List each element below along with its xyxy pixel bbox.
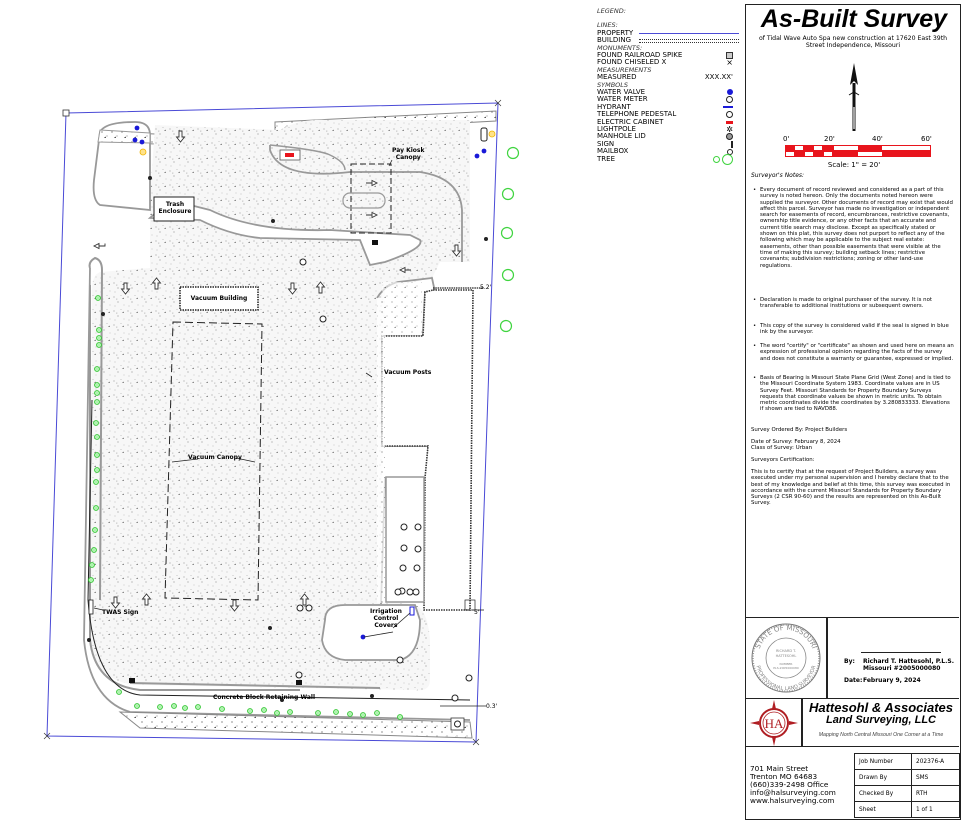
legend-section-measurements: MEASUREMENTS bbox=[597, 65, 652, 74]
property-line-icon bbox=[639, 30, 739, 37]
signature-line bbox=[861, 652, 941, 653]
label-vacuum-posts: Vacuum Posts bbox=[384, 369, 432, 376]
dimension-top: 5.2' bbox=[480, 284, 492, 291]
scale-tick-20: 20' bbox=[824, 135, 835, 143]
surveyor-name: Richard T. Hattesohl, P.L.S. bbox=[863, 658, 954, 665]
telephone-pedestal-icon bbox=[726, 111, 733, 118]
certification-text: This is to certify that at the request of Project Builders, a survey was executed under my personal supervision and I hereby declare that to the best of my knowledge and belief at this time, this survey was executed in accordance with the current Missouri Standards for Property Boundary Surveys (2 CSR 90-60) and the results are represented on this As-Built Survey. bbox=[751, 469, 951, 507]
svg-text:PLS-2005000080: PLS-2005000080 bbox=[773, 666, 799, 670]
table-row: Job Number 202376-A bbox=[855, 754, 960, 770]
surveyor-seal bbox=[750, 622, 822, 694]
hydrant-icon bbox=[723, 104, 733, 111]
label-vacuum-building: Vacuum Building bbox=[190, 295, 248, 302]
scale-text: Scale: 1" = 20' bbox=[827, 161, 881, 169]
certification-heading: Surveyors Certification: bbox=[751, 457, 815, 463]
job-info-table bbox=[854, 753, 960, 818]
svg-text:NUMBER: NUMBER bbox=[779, 662, 793, 666]
class-of-survey: Class of Survey: Urban bbox=[751, 445, 812, 451]
legend-item-telephone-pedestal: TELEPHONE PEDESTAL bbox=[597, 111, 739, 118]
note-4: • The word "certify" or "certificate" as shown and used here on means an expression of professional opinion regarding the facts of the survey and does not constitute a warranty or guarantee, expressed or implied. bbox=[760, 343, 954, 362]
company-website: www.halsurveying.com bbox=[750, 796, 835, 805]
company-email: info@halsurveying.com bbox=[750, 788, 836, 797]
legend-item-property: PROPERTY bbox=[597, 30, 739, 37]
company-subname: Land Surveying, LLC bbox=[825, 714, 936, 726]
company-logo-icon bbox=[748, 700, 800, 746]
table-row: Drawn By SMS bbox=[855, 770, 960, 786]
legend-item-mailbox: MAILBOX bbox=[597, 148, 739, 155]
legend-item-lightpole: LIGHTPOLE ✲ bbox=[597, 124, 733, 134]
title-block bbox=[745, 4, 961, 820]
note-5: • Basis of Bearing is Missouri State Plane Grid (West Zone) and is tied to the Missouri Coordinate System 1983. Coordinate values are in US Survey Feet. Missouri Standards for Property Boundary Surveys requests that coordinate values be shown in metric units. To obtain metric coordinates divide the coordinates by 3.280833333. Elevations if shown are tied to NAVD88. bbox=[760, 375, 954, 413]
water-valve-icon bbox=[727, 89, 733, 96]
seal-signature-row bbox=[746, 617, 959, 699]
legend-section-monuments: MONUMENTS: bbox=[597, 43, 643, 52]
note-3: • This copy of the survey is considered valid if the seal is signed in blue ink by the surveyor. bbox=[760, 323, 954, 336]
legend-item-electric-cabinet: ELECTRIC CABINET bbox=[597, 119, 739, 126]
label-irrigation-control-covers: Irrigation Control Covers bbox=[370, 608, 402, 629]
by-label: By: bbox=[844, 658, 855, 665]
company-tagline: Mapping North Central Missouri One Corner at a Time bbox=[818, 732, 944, 738]
table-row: Sheet 1 of 1 bbox=[855, 802, 960, 818]
label-twas-sign: TWAS Sign bbox=[102, 609, 139, 616]
dimension-mid: 5' bbox=[474, 609, 480, 616]
notes-heading: Surveyor's Notes: bbox=[751, 172, 805, 179]
scale-tick-60: 60' bbox=[921, 135, 932, 143]
legend-section-symbols: SYMBOLS bbox=[597, 80, 629, 89]
lightpole-icon: ✲ bbox=[726, 124, 733, 134]
measured-symbol: XXX.XX' bbox=[704, 72, 733, 81]
company-address: 701 Main Street Trenton MO 64683 (660)339-2498 Office info@halsurveying.com www.halsurveying.com bbox=[750, 764, 836, 805]
svg-text:PROFESSIONAL LAND SURVEYOR: PROFESSIONAL LAND SURVEYOR bbox=[754, 664, 818, 693]
survey-title: As-Built Survey bbox=[760, 5, 948, 33]
dimension-bottom: 0.3' bbox=[486, 703, 498, 710]
company-name: Hattesohl & Associates bbox=[808, 700, 953, 715]
scale-tick-0: 0' bbox=[783, 135, 790, 143]
label-pay-kiosk-canopy: Pay Kiosk Canopy bbox=[392, 147, 425, 161]
survey-subtitle: of Tidal Wave Auto Spa new construction at 17620 East 39th Street Independence, Missouri bbox=[758, 35, 948, 49]
water-meter-icon bbox=[726, 96, 733, 103]
building-line-icon bbox=[639, 37, 739, 44]
label-vacuum-canopy: Vacuum Canopy bbox=[188, 454, 242, 461]
legend-item-manhole-lid: MANHOLE LID bbox=[597, 133, 739, 140]
label-trash-enclosure: Trash Enclosure bbox=[158, 201, 192, 215]
scale-bar bbox=[785, 145, 931, 157]
legend-item-building: BUILDING bbox=[597, 37, 739, 44]
legend bbox=[597, 8, 739, 163]
survey-ordered-by: Survey Ordered By: Project Builders bbox=[751, 427, 848, 433]
chiseled-x-icon: × bbox=[726, 58, 733, 68]
label-retaining-wall: Concrete Block Retaining Wall bbox=[213, 694, 316, 701]
svg-text:HATTESOHL: HATTESOHL bbox=[775, 654, 797, 658]
legend-section-lines: LINES: bbox=[597, 21, 618, 30]
legend-item-tree: TREE bbox=[597, 156, 739, 163]
svg-text:STATE OF MISSOURI: STATE OF MISSOURI bbox=[753, 623, 819, 650]
legend-item-hydrant: HYDRANT bbox=[597, 104, 739, 111]
svg-text:RICHARD T.: RICHARD T. bbox=[775, 649, 797, 653]
svg-text:HA: HA bbox=[764, 716, 784, 731]
surveyor-license: Missouri #2005000080 bbox=[863, 665, 941, 672]
signature-date-label: Date: bbox=[844, 677, 863, 684]
manhole-lid-icon bbox=[726, 133, 733, 140]
scale-tick-40: 40' bbox=[872, 135, 883, 143]
date-of-survey: Date of Survey: February 8, 2024 bbox=[751, 439, 841, 445]
legend-heading: LEGEND: bbox=[597, 7, 626, 15]
legend-item-water-meter: WATER METER bbox=[597, 96, 739, 103]
tree-icon bbox=[713, 156, 733, 163]
signature-date: February 9, 2024 bbox=[863, 677, 921, 684]
legend-item-measured: MEASURED XXX.XX' bbox=[597, 72, 733, 82]
note-2: • Declaration is made to original purchaser of the survey. It is not transferable to additional institutions or subsequent owners. bbox=[760, 297, 954, 310]
company-row bbox=[746, 698, 959, 747]
legend-item-railroad-spike: FOUND RAILROAD SPIKE bbox=[597, 52, 739, 59]
north-arrow-icon bbox=[844, 63, 864, 133]
legend-item-chiseled-x: FOUND CHISELED X × bbox=[597, 58, 733, 68]
sign-icon bbox=[731, 141, 733, 148]
legend-item-water-valve: WATER VALVE bbox=[597, 89, 739, 96]
table-row: Checked By RTH bbox=[855, 786, 960, 802]
note-1: • Every document of record reviewed and considered as a part of this survey is noted hereon. Only the documents noted hereon were supplied the surveyor. Other documents of record may exist that would affect this parcel. Surveyor has made no investigation or independent search for easements of record, encumbrances, restrictive covenants, ownership title evidence, or any other facts that an accurate and current title search may disclose. Except as specifically stated or shown on this plat, this survey does not purport to reflect any of the following which may be applicable to the subject real estate: easements, other than possible easements that were visible at the time of making this survey; building setback lines; restrictive covenants; subdivision restrictions; zoning or other land-use regulations. bbox=[760, 187, 954, 269]
legend-item-sign: SIGN bbox=[597, 141, 739, 148]
